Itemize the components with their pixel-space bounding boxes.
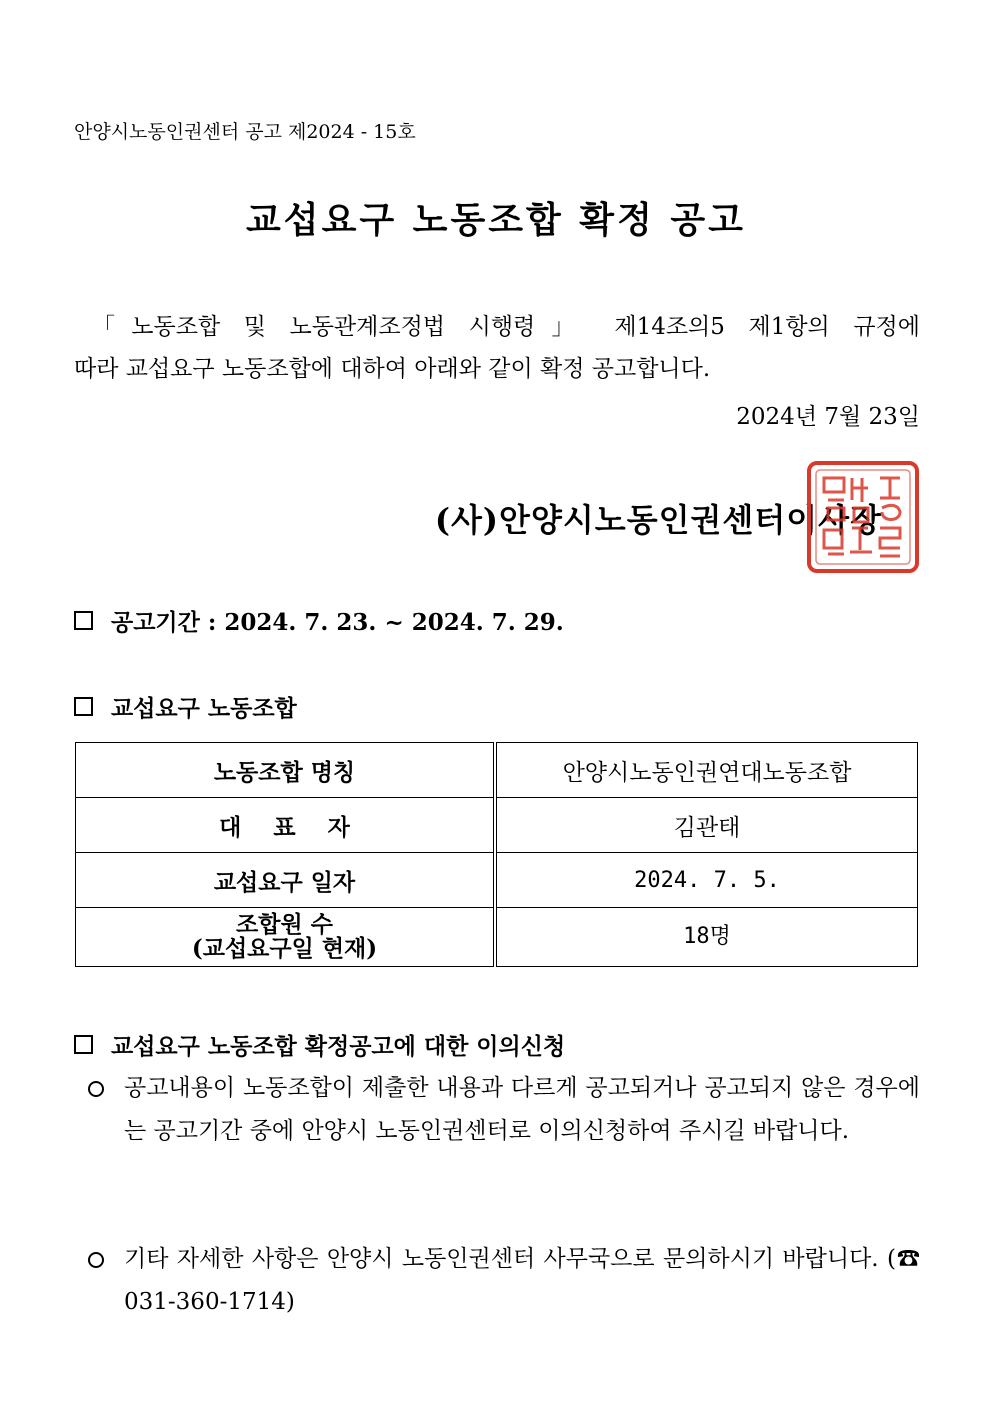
notice-number: 안양시노동인권센터 공고 제2024 - 15호 (74, 121, 416, 143)
period-label: 공고기간 : 2024. 7. 23. ~ 2024. 7. 29. (111, 609, 564, 636)
row-value-union-name: 안양시노동인권연대노동조합 (495, 743, 918, 798)
row-label-member-count (76, 908, 496, 967)
member-count-label-line1: 조합원 수 (236, 911, 333, 938)
checkbox-icon (74, 697, 93, 716)
union-section-heading (74, 690, 297, 723)
checkbox-icon (74, 1035, 93, 1054)
intro-line-2: 따라 교섭요구 노동조합에 대하여 아래와 같이 확정 공고합니다. (74, 356, 711, 382)
issuer-name: (사)안양시노동인권센터이사장 (434, 501, 882, 539)
period-section (74, 604, 564, 637)
union-info-table (75, 742, 918, 967)
row-value-representative: 김관태 (495, 798, 918, 853)
objection-bullet-1 (88, 1067, 920, 1153)
checkbox-icon (74, 611, 93, 630)
document-title: 교섭요구 노동조합 확정 공고 (246, 199, 746, 241)
row-label-representative: 대 표 자 (76, 798, 496, 853)
bullet-2-text: 기타 자세한 사항은 안양시 노동인권센터 사무국으로 문의하시기 바랍니다. (☎ 031-360-1714) (124, 1246, 920, 1315)
circle-bullet-icon (88, 1081, 104, 1097)
bullet-1-text: 공고내용이 노동조합이 제출한 내용과 다르게 공고되거나 공고되지 않은 경우에는 공고기간 중에 안양시 노동인권센터로 이의신청하여 주시길 바랍니다. (124, 1075, 920, 1144)
table-row (76, 798, 918, 853)
objection-section-heading (74, 1028, 565, 1061)
member-count-label-line2: (교섭요구일 현재) (191, 935, 378, 962)
row-value-member-count: 18명 (495, 908, 918, 967)
circle-bullet-icon (88, 1252, 104, 1268)
row-label-union-name: 노동조합 명칭 (76, 743, 496, 798)
table-row (76, 853, 918, 908)
issue-date: 2024년 7월 23일 (736, 404, 920, 430)
row-label-request-date: 교섭요구 일자 (76, 853, 496, 908)
table-row (76, 743, 918, 798)
objection-bullet-2 (88, 1238, 920, 1324)
row-value-request-date: 2024. 7. 5. (495, 853, 918, 908)
table-row (76, 908, 918, 967)
objection-heading-label: 교섭요구 노동조합 확정공고에 대한 이의신청 (111, 1033, 566, 1060)
official-seal-icon (806, 460, 920, 574)
intro-line-1: 「노동조합 및 노동관계조정법 시행령」 제14조의5 제1항의 규정에 (92, 314, 920, 340)
union-heading-label: 교섭요구 노동조합 (111, 695, 297, 722)
